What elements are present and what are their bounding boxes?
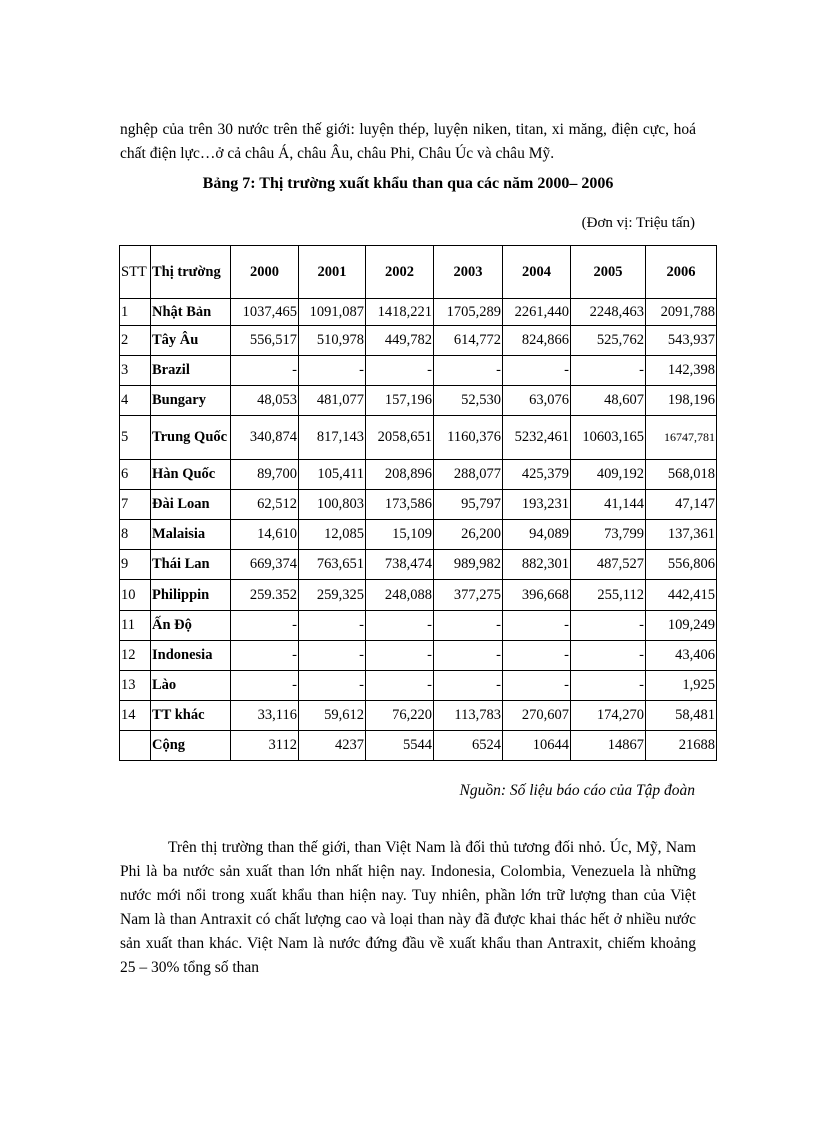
- row-value: 396,668: [503, 580, 571, 611]
- row-value: 556,517: [231, 326, 299, 356]
- row-value: 21688: [646, 731, 717, 761]
- row-value: 94,089: [503, 520, 571, 550]
- row-value: -: [434, 671, 503, 701]
- header-market: Thị trường: [151, 246, 231, 299]
- row-market: Ấn Độ: [151, 611, 231, 641]
- row-stt: 6: [120, 460, 151, 490]
- row-value: 738,474: [366, 550, 434, 580]
- row-value: 62,512: [231, 490, 299, 520]
- row-value: 259.352: [231, 580, 299, 611]
- row-value: 5232,461: [503, 416, 571, 460]
- row-market: Malaisia: [151, 520, 231, 550]
- row-value: 5544: [366, 731, 434, 761]
- row-value: 48,053: [231, 386, 299, 416]
- table-row: [120, 460, 717, 490]
- row-value: 824,866: [503, 326, 571, 356]
- row-value: 16747,781: [646, 416, 717, 460]
- row-value: 109,249: [646, 611, 717, 641]
- header-year: 2000: [231, 246, 299, 299]
- row-market: Cộng: [151, 731, 231, 761]
- table-row: [120, 611, 717, 641]
- row-value: -: [231, 356, 299, 386]
- row-stt: 8: [120, 520, 151, 550]
- row-value: 113,783: [434, 701, 503, 731]
- row-stt: 7: [120, 490, 151, 520]
- row-value: 1160,376: [434, 416, 503, 460]
- row-value: 26,200: [434, 520, 503, 550]
- header-year: 2003: [434, 246, 503, 299]
- row-value: -: [434, 641, 503, 671]
- intro-paragraph: nghệp của trên 30 nước trên thế giới: luyện thép, luyện niken, titan, xi măng, điện cực, hoá chất điện lực…ở cả châu Á, châu Âu, châu Phi, Châu Úc và châu Mỹ.: [120, 120, 696, 162]
- row-value: -: [571, 611, 646, 641]
- table-row: [120, 520, 717, 550]
- row-value: 1418,221: [366, 299, 434, 326]
- row-value: 208,896: [366, 460, 434, 490]
- row-value: 48,607: [571, 386, 646, 416]
- row-value: 198,196: [646, 386, 717, 416]
- row-market: Philippin: [151, 580, 231, 611]
- row-value: 193,231: [503, 490, 571, 520]
- row-value: 41,144: [571, 490, 646, 520]
- table-row: [120, 326, 717, 356]
- row-market: Đài Loan: [151, 490, 231, 520]
- row-value: -: [503, 641, 571, 671]
- table-header-row: [120, 246, 717, 299]
- row-value: 568,018: [646, 460, 717, 490]
- row-value: 174,270: [571, 701, 646, 731]
- row-value: 142,398: [646, 356, 717, 386]
- row-value: -: [503, 356, 571, 386]
- row-value: 10603,165: [571, 416, 646, 460]
- row-value: 255,112: [571, 580, 646, 611]
- row-value: 4237: [299, 731, 366, 761]
- row-value: 14867: [571, 731, 646, 761]
- row-market: Bungary: [151, 386, 231, 416]
- row-value: 2261,440: [503, 299, 571, 326]
- row-value: 817,143: [299, 416, 366, 460]
- row-value: 3112: [231, 731, 299, 761]
- row-value: 63,076: [503, 386, 571, 416]
- row-stt: 9: [120, 550, 151, 580]
- table-row: [120, 641, 717, 671]
- row-market: Lào: [151, 671, 231, 701]
- row-value: -: [366, 641, 434, 671]
- row-value: 89,700: [231, 460, 299, 490]
- row-stt: [120, 731, 151, 761]
- row-stt: 3: [120, 356, 151, 386]
- row-value: 33,116: [231, 701, 299, 731]
- row-value: 525,762: [571, 326, 646, 356]
- source-note: Nguồn: Số liệu báo cáo của Tập đoàn: [459, 782, 695, 799]
- row-market: Tây Âu: [151, 326, 231, 356]
- row-value: 1,925: [646, 671, 717, 701]
- row-value: 270,607: [503, 701, 571, 731]
- row-value: 100,803: [299, 490, 366, 520]
- row-value: -: [299, 356, 366, 386]
- row-value: 15,109: [366, 520, 434, 550]
- table-row: [120, 701, 717, 731]
- row-market: Indonesia: [151, 641, 231, 671]
- row-value: 10644: [503, 731, 571, 761]
- table-title: Bảng 7: Thị trường xuất khẩu than qua các năm 2000– 2006: [202, 175, 614, 192]
- row-value: 2058,651: [366, 416, 434, 460]
- table-row: [120, 356, 717, 386]
- header-year: 2006: [646, 246, 717, 299]
- row-stt: 2: [120, 326, 151, 356]
- row-value: 377,275: [434, 580, 503, 611]
- row-value: -: [571, 356, 646, 386]
- row-stt: 1: [120, 299, 151, 326]
- table-row: [120, 671, 717, 701]
- row-value: -: [231, 671, 299, 701]
- row-stt: 10: [120, 580, 151, 611]
- row-value: 137,361: [646, 520, 717, 550]
- header-year: 2002: [366, 246, 434, 299]
- row-market: Nhật Bản: [151, 299, 231, 326]
- row-value: 52,530: [434, 386, 503, 416]
- row-value: 1091,087: [299, 299, 366, 326]
- row-value: 442,415: [646, 580, 717, 611]
- row-value: 6524: [434, 731, 503, 761]
- row-value: 12,085: [299, 520, 366, 550]
- row-value: -: [366, 671, 434, 701]
- row-value: -: [231, 611, 299, 641]
- row-value: -: [231, 641, 299, 671]
- row-value: -: [299, 671, 366, 701]
- row-value: -: [299, 611, 366, 641]
- row-value: 409,192: [571, 460, 646, 490]
- row-market: Hàn Quốc: [151, 460, 231, 490]
- row-value: 1705,289: [434, 299, 503, 326]
- row-value: 481,077: [299, 386, 366, 416]
- row-value: 340,874: [231, 416, 299, 460]
- row-value: 2091,788: [646, 299, 717, 326]
- header-year: 2001: [299, 246, 366, 299]
- row-value: 59,612: [299, 701, 366, 731]
- header-year: 2005: [571, 246, 646, 299]
- row-value: -: [366, 611, 434, 641]
- row-market: Trung Quốc: [151, 416, 231, 460]
- row-value: 425,379: [503, 460, 571, 490]
- row-market: Brazil: [151, 356, 231, 386]
- table-row: [120, 490, 717, 520]
- row-value: 1037,465: [231, 299, 299, 326]
- row-value: 105,411: [299, 460, 366, 490]
- row-value: -: [434, 356, 503, 386]
- row-value: 556,806: [646, 550, 717, 580]
- header-stt: STT: [120, 246, 151, 299]
- row-stt: 14: [120, 701, 151, 731]
- row-value: 95,797: [434, 490, 503, 520]
- row-value: 76,220: [366, 701, 434, 731]
- export-table: [119, 245, 717, 761]
- row-value: 58,481: [646, 701, 717, 731]
- row-value: -: [571, 671, 646, 701]
- row-value: -: [366, 356, 434, 386]
- row-value: 543,937: [646, 326, 717, 356]
- row-stt: 4: [120, 386, 151, 416]
- row-value: 989,982: [434, 550, 503, 580]
- row-value: -: [571, 641, 646, 671]
- table-row: [120, 299, 717, 326]
- row-value: 669,374: [231, 550, 299, 580]
- table-row: [120, 731, 717, 761]
- row-value: 157,196: [366, 386, 434, 416]
- row-market: Thái Lan: [151, 550, 231, 580]
- row-value: 882,301: [503, 550, 571, 580]
- row-market: TT khác: [151, 701, 231, 731]
- row-value: 14,610: [231, 520, 299, 550]
- row-value: 43,406: [646, 641, 717, 671]
- row-value: 288,077: [434, 460, 503, 490]
- table-row: [120, 416, 717, 460]
- unit-note: (Đơn vị: Triệu tấn): [581, 215, 695, 231]
- row-value: 73,799: [571, 520, 646, 550]
- row-value: -: [434, 611, 503, 641]
- row-value: -: [503, 671, 571, 701]
- table-row: [120, 550, 717, 580]
- row-value: 173,586: [366, 490, 434, 520]
- row-value: 614,772: [434, 326, 503, 356]
- table-row: [120, 386, 717, 416]
- row-stt: 11: [120, 611, 151, 641]
- row-value: 487,527: [571, 550, 646, 580]
- row-stt: 13: [120, 671, 151, 701]
- row-value: 248,088: [366, 580, 434, 611]
- row-value: -: [503, 611, 571, 641]
- row-value: 510,978: [299, 326, 366, 356]
- body-paragraph: Trên thị trường than thế giới, than Việt Nam là đối thủ tương đối nhỏ. Úc, Mỹ, Nam Phi là ba nước sản xuất than lớn nhất hiện nay. Indonesia, Colombia, Venezuela là những nước mới nổi trong xuất khẩu than hiện nay. Tuy nhiên, phần lớn trữ lượng than của Việt Nam là than Antraxit có chất lượng cao và loại than này đã được khai thác hết ở nhiều nước sản xuất than khác. Việt Nam là nước đứng đầu về xuất khẩu than Antraxit, chiếm khoảng 25 – 30% tổng số than: [120, 838, 696, 976]
- table-row: [120, 580, 717, 611]
- header-year: 2004: [503, 246, 571, 299]
- row-value: 2248,463: [571, 299, 646, 326]
- row-value: 449,782: [366, 326, 434, 356]
- row-value: -: [299, 641, 366, 671]
- row-value: 763,651: [299, 550, 366, 580]
- row-value: 47,147: [646, 490, 717, 520]
- row-stt: 12: [120, 641, 151, 671]
- row-stt: 5: [120, 416, 151, 460]
- row-value: 259,325: [299, 580, 366, 611]
